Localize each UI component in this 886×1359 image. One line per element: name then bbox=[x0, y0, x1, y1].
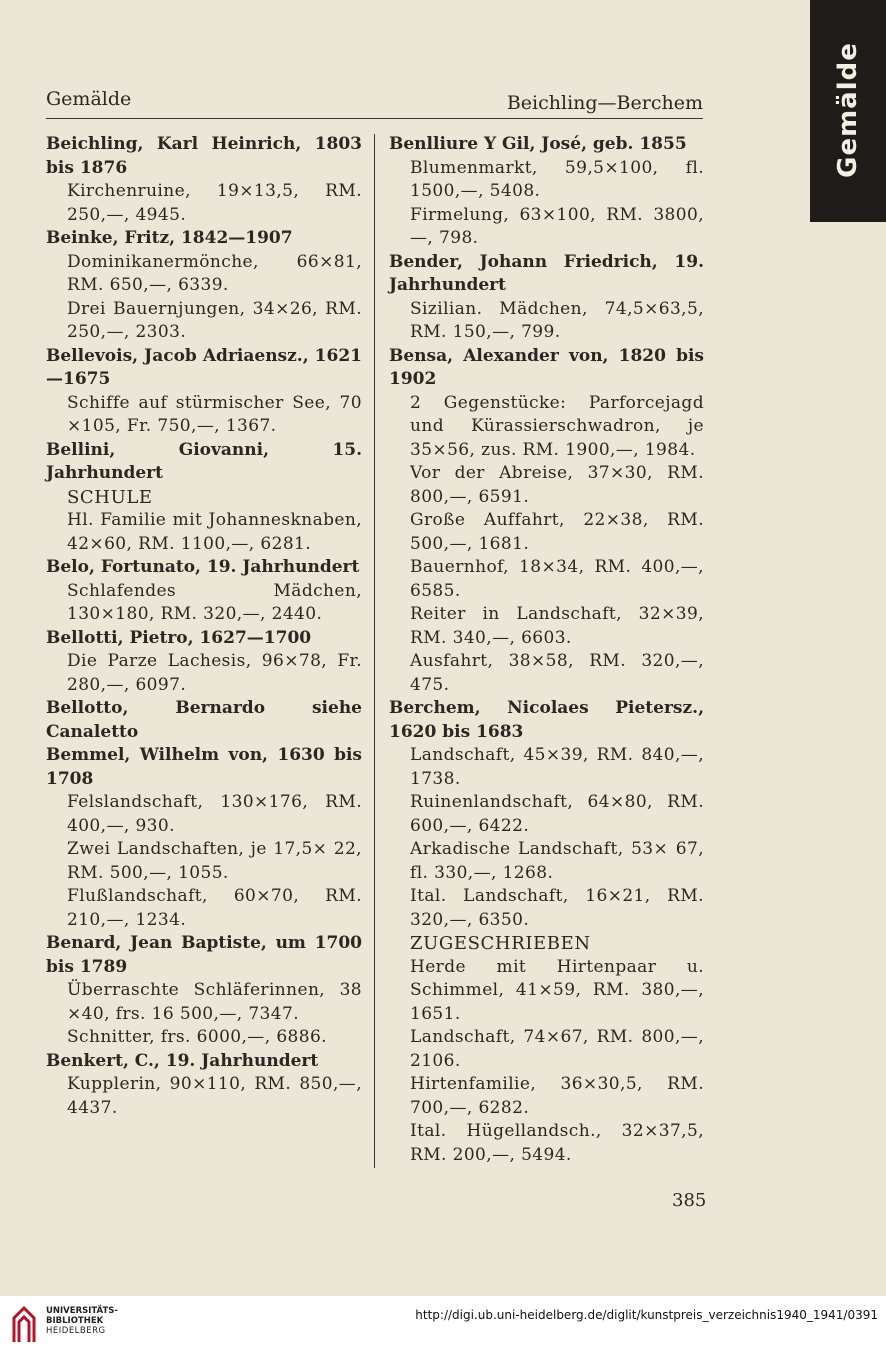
library-name-line1: UNIVERSITÄTS- bbox=[46, 1306, 118, 1316]
thumb-index-tab bbox=[810, 0, 886, 222]
library-logo-icon bbox=[10, 1304, 38, 1344]
work-item: Vor der Abreise, 37×30, RM. 800,—, 6591. bbox=[410, 463, 704, 507]
work-item: Kupplerin, 90×110, RM. 850,—, 4437. bbox=[67, 1074, 362, 1118]
right-column bbox=[389, 133, 704, 1167]
column-divider bbox=[374, 134, 375, 1168]
artist-heading: Beichling, Karl Heinrich, 1803 bis 1876 bbox=[46, 134, 362, 178]
work-item: Hl. Familie mit Johannesknaben, 42×60, RM. 1100,—, 6281. bbox=[67, 510, 362, 554]
work-item: Reiter in Landschaft, 32×39, RM. 340,—, 6603. bbox=[410, 604, 704, 648]
artist-heading: Benlliure Y Gil, José, geb. 1855 bbox=[389, 134, 687, 154]
entry-beichling bbox=[46, 133, 362, 227]
entry-bellotto bbox=[46, 697, 362, 744]
work-item: Ruinenlandschaft, 64×80, RM. 600,—, 6422. bbox=[410, 792, 704, 836]
artist-heading: Beinke, Fritz, 1842—1907 bbox=[46, 228, 293, 248]
entry-benkert bbox=[46, 1050, 362, 1121]
work-item: Große Auffahrt, 22×38, RM. 500,—, 1681. bbox=[410, 510, 704, 554]
work-item: Felslandschaft, 130×176, RM. 400,—, 930. bbox=[67, 792, 362, 836]
source-url-link[interactable]: http://digi.ub.uni-heidelberg.de/diglit/kunstpreis_verzeichnis1940_1941/0391 bbox=[415, 1308, 878, 1322]
work-item: Die Parze Lachesis, 96×78, Fr. 280,—, 6097. bbox=[67, 651, 362, 695]
artist-heading: Bemmel, Wilhelm von, 1630 bis 1708 bbox=[46, 745, 362, 789]
attribution-label: ZUGESCHRIEBEN bbox=[410, 933, 591, 954]
work-item: 2 Gegenstücke: Parforcejagd und Kürassierschwadron, je 35×56, zus. RM. 1900,—, 1984. bbox=[410, 392, 704, 460]
work-item: Flußlandschaft, 60×70, RM. 210,—, 1234. bbox=[67, 886, 362, 930]
work-item: Ital. Landschaft, 16×21, RM. 320,—, 6350. bbox=[410, 886, 704, 930]
running-head-left: Gemälde bbox=[46, 88, 132, 110]
entry-bender bbox=[389, 251, 704, 345]
page-number: 385 bbox=[672, 1190, 707, 1211]
work-item: Arkadische Landschaft, 53× 67, fl. 330,—, 1268. bbox=[410, 839, 704, 883]
entry-bellevois bbox=[46, 345, 362, 439]
library-name-line3: HEIDELBERG bbox=[46, 1326, 106, 1336]
work-item: Zwei Landschaften, je 17,5× 22, RM. 500,—, 1055. bbox=[67, 839, 362, 883]
artist-heading: Bender, Johann Friedrich, 19. Jahrhundert bbox=[389, 251, 704, 295]
header-rule bbox=[46, 118, 703, 119]
artist-heading: Bellotti, Pietro, 1627—1700 bbox=[46, 627, 312, 648]
artist-heading: Bellotto, Bernardo siehe Canaletto bbox=[46, 698, 362, 742]
left-column bbox=[46, 133, 362, 1120]
work-item: Firmelung, 63×100, RM. 3800,—, 798. bbox=[410, 204, 704, 248]
work-item: Ausfahrt, 38×58, RM. 320,—, 475. bbox=[410, 651, 704, 695]
library-name-line2: BIBLIOTHEK bbox=[46, 1316, 104, 1326]
work-item: Schlafendes Mädchen, 130×180, RM. 320,—, 2440. bbox=[67, 580, 362, 624]
work-item: Blumenmarkt, 59,5×100, fl. 1500,—, 5408. bbox=[410, 157, 704, 201]
entry-belo bbox=[46, 556, 362, 627]
entry-berchem bbox=[389, 697, 704, 1167]
artist-heading: Benard, Jean Baptiste, um 1700 bis 1789 bbox=[46, 933, 362, 977]
work-item: Landschaft, 45×39, RM. 840,—, 1738. bbox=[410, 745, 704, 789]
work-item: Drei Bauernjungen, 34×26, RM. 250,—, 2303. bbox=[67, 298, 362, 342]
artist-heading: Bensa, Alexander von, 1820 bis 1902 bbox=[389, 345, 704, 389]
entry-bemmel bbox=[46, 744, 362, 932]
artist-heading: Belo, Fortunato, 19. Jahrhundert bbox=[46, 557, 360, 577]
entry-bensa bbox=[389, 345, 704, 698]
work-item: Ital. Hügellandsch., 32×37,5, RM. 200,—, 5494. bbox=[410, 1121, 704, 1165]
footer-bar bbox=[0, 1296, 886, 1359]
attribution-label: SCHULE bbox=[67, 486, 153, 508]
artist-heading: Berchem, Nicolaes Pietersz., 1620 bis 1683 bbox=[389, 698, 704, 742]
work-item: Hirtenfamilie, 36×30,5, RM. 700,—, 6282. bbox=[410, 1074, 704, 1118]
work-item: Herde mit Hirtenpaar u. Schimmel, 41×59, RM. 380,—, 1651. bbox=[410, 956, 704, 1024]
work-item: Schnitter, frs. 6000,—, 6886. bbox=[67, 1027, 327, 1047]
work-item: Landschaft, 74×67, RM. 800,—, 2106. bbox=[410, 1027, 704, 1071]
work-item: Überraschte Schläferinnen, 38 ×40, frs. 16 500,—, 7347. bbox=[67, 980, 362, 1024]
entry-benard bbox=[46, 932, 362, 1050]
artist-heading: Benkert, C., 19. Jahrhundert bbox=[46, 1050, 319, 1071]
entry-bellotti bbox=[46, 627, 362, 698]
work-item: Bauernhof, 18×34, RM. 400,—, 6585. bbox=[410, 557, 704, 601]
artist-heading: Bellini, Giovanni, 15. Jahrhundert bbox=[46, 439, 362, 483]
running-head-right: Beichling—Berchem bbox=[506, 92, 703, 114]
library-name bbox=[46, 1306, 118, 1336]
work-item: Dominikanermönche, 66×81, RM. 650,—, 6339. bbox=[67, 251, 362, 295]
work-item: Schiffe auf stürmischer See, 70 ×105, Fr. 750,—, 1367. bbox=[67, 392, 362, 436]
work-item: Sizilian. Mädchen, 74,5×63,5, RM. 150,—, 799. bbox=[410, 298, 704, 342]
work-item: Kirchenruine, 19×13,5, RM. 250,—, 4945. bbox=[67, 181, 362, 225]
entry-benlliure bbox=[389, 133, 704, 251]
artist-heading: Bellevois, Jacob Adriaensz., 1621—1675 bbox=[46, 345, 362, 389]
thumb-index-label: Gemälde bbox=[833, 42, 863, 178]
entry-bellini bbox=[46, 439, 362, 557]
entry-beinke bbox=[46, 227, 362, 345]
